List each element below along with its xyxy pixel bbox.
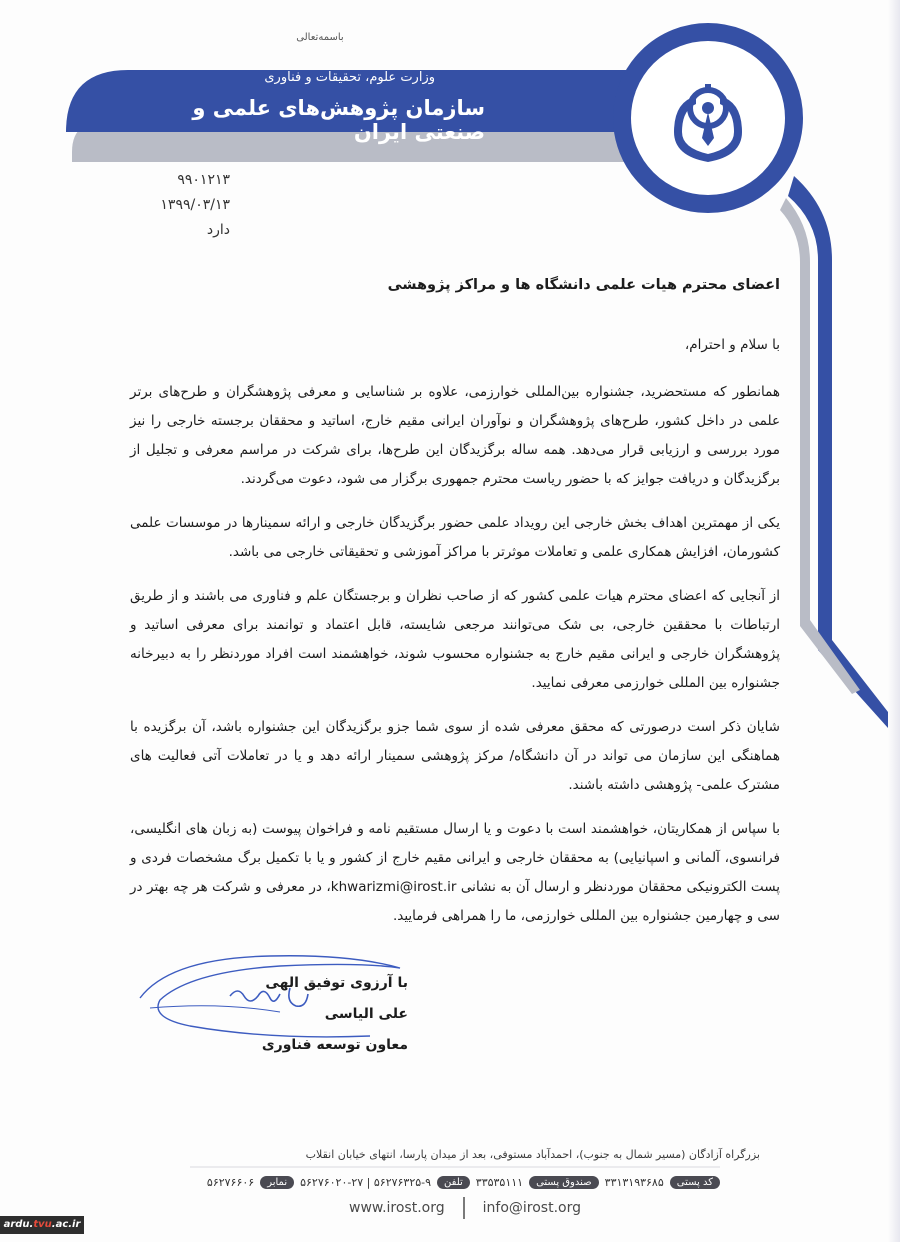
letter-date: ۱۳۹۹/۰۳/۱۳ [160,197,230,213]
watermark-accent: tvu [33,1219,52,1230]
source-watermark [0,1216,84,1234]
signature-name: علی الیاسی [324,1006,408,1022]
letter-paragraph: همانطور که مستحضرید، جشنواره بین‌المللی خوارزمی، علاوه بر شناسایی و معرفی پژوهشگران و طرح‌های برتر علمی در داخل کشور، طرح‌های پژوهشگران و نوآوران ایرانی مقیم خارج، اساتید و محققان برجسته خارجی را نیز مورد بررسی و ارزیابی قرار می‌دهد. همه ساله برگزیدگان این طرح‌ها، برای شرکت در مراسم معرفی و تجلیل از برگزیدگان و دریافت جوایز که با حضور ریاست محترم جمهوری برگزار می شود، دعوت می‌گردند. [130,384,780,487]
footer-contacts [190,1172,720,1192]
letter-recipient: اعضای محترم هیات علمی دانشگاه ها و مراکز پژوهشی [387,277,780,293]
signature-title: معاون توسعه فناوری [261,1037,408,1053]
letter-number: ۹۹۰۱۲۱۳ [177,172,230,188]
letter-paragraph: از آنجایی که اعضای محترم هیات علمی کشور که از صاحب نظران و برجستگان علم و فناوری می باشند و از طریق ارتباطات با محققین خارجی، بی شک می‌توانند مرجعی شایسته، قابل اعتماد و توانمند برای معرفی اساتید و پژوهشگران خارجی و ایرانی مقیم خارج به جشنواره محسوب شوند، خواهشمند است افراد موردنظر را به دبیرخانه جشنواره بین المللی خوارزمی معرفی نمایید. [130,588,780,691]
ministry-name: وزارت علوم، تحقیقات و فناوری [264,70,435,85]
letter-paragraph: یکی از مهمترین اهداف بخش خارجی این رویداد علمی حضور برگزیدگان خارجی و ارائه سمینارها در موسسات علمی کشورمان، افزایش همکاری علمی و تعاملات موثرتر با مراکز آموزشی و تحقیقاتی خارجی می باشد. [130,515,780,560]
letter-meta [130,168,230,243]
irost-emblem-icon [652,62,764,174]
footer-address: بزرگراه آزادگان (مسیر شمال به جنوب)، احمدآباد مستوفی، بعد از میدان پارسا، انتهای خیابان انقلاب [305,1148,760,1161]
letter-body [130,270,780,943]
letter-attachment: دارد [206,222,230,238]
signature-block [258,968,408,1061]
letter-greeting: با سلام و احترام، [684,337,780,353]
phone-label: تلفن [437,1176,470,1189]
signature-closing: با آرزوی توفیق الهی [265,975,408,991]
footer-separator [463,1197,465,1219]
email-link[interactable]: info@irost.org [482,1200,581,1216]
letter-paragraph: شایان ذکر است درصورتی که محقق معرفی شده از سوی شما جزو برگزیدگان این جشنواره باشد، آن برگزیده با هماهنگی این سازمان می تواند در آن دانشگاه/ مرکز پژوهشی سمینار ارائه دهد و یا در تعاملات آتی فعالیت های مشترک علمی- پژوهشی داشته باشند. [130,719,780,793]
bismillah-text: باسمه‌تعالی [296,32,344,43]
phone-number: ۵۶۲۷۶۳۲۵-۹ | ۵۶۲۷۶۰۲۰-۲۷ [300,1175,432,1189]
postal-code-label: کد پستی [670,1176,720,1189]
watermark-prefix: ardu. [3,1219,34,1230]
footer-web [300,1196,630,1220]
letter-paragraph: با سپاس از همکاریتان، خواهشمند است با دعوت و یا ارسال مستقیم نامه و فراخوان پیوست (به زبان های انگلیسی، فرانسوی، آلمانی و اسپانیایی) به محققان خارجی و ایرانی مقیم خارج از کشور و یا با تکمیل برگ مشخصات فردی و پست الکترونیکی محققان موردنظر و ارسال آن به نشانی khwarizmi@irost.ir، در معرفی و شرکت هر چه بهتر در سی و چهارمین جشنواره بین المللی خوارزمی، ما را همراهی فرمایید. [130,821,780,924]
fax-number: ۵۶۲۷۶۶۰۶ [206,1175,255,1189]
po-box: ۳۳۵۳۵۱۱۱ [475,1175,524,1189]
fax-label: نمابر [260,1176,294,1189]
organization-name: سازمان پژوهش‌های علمی و صنعتی ایران [192,96,485,144]
watermark-suffix: .ac.ir [51,1219,81,1230]
website-link[interactable]: www.irost.org [349,1200,445,1216]
postal-code: ۳۳۱۳۱۹۳۶۸۵ [604,1175,664,1189]
po-box-label: صندوق پستی [529,1176,599,1189]
